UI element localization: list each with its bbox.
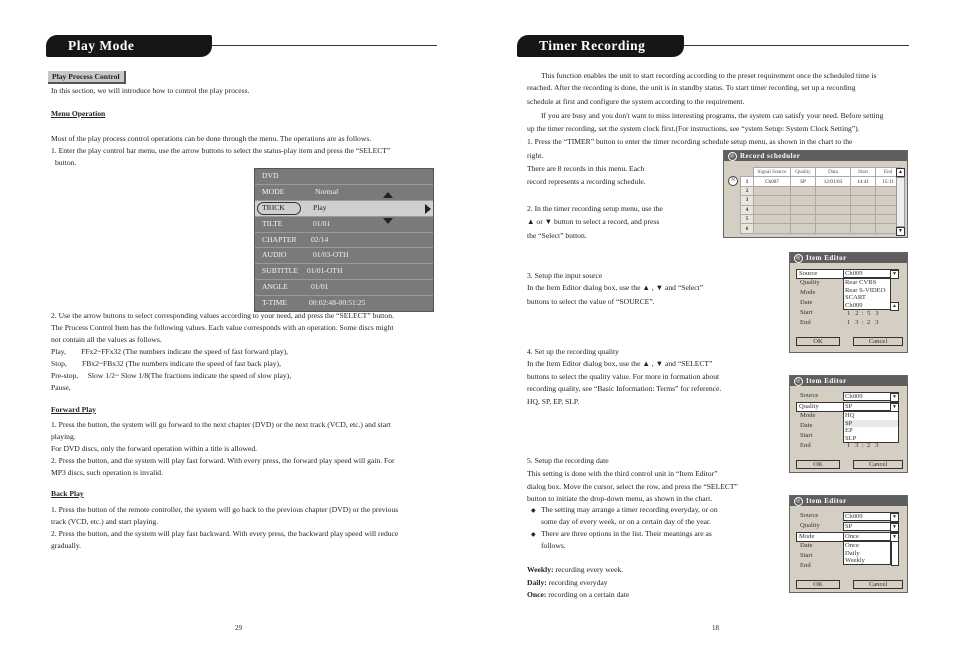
page-number-left: 29: [235, 624, 242, 632]
triangle-right-icon: [425, 204, 431, 214]
text-line: record represents a recording schedule.: [527, 177, 646, 186]
def-once: Once: recording on a certain date: [527, 590, 630, 599]
col-header: Start: [851, 168, 876, 177]
label-source: Source: [800, 512, 819, 519]
def-daily: Daily: recording everyday: [527, 578, 608, 587]
cell: SP: [791, 177, 816, 186]
dropdown-option[interactable]: Weekly: [845, 557, 865, 565]
ok-button[interactable]: OK: [796, 460, 840, 469]
header-rule: [212, 45, 437, 46]
disc-icon: ◎: [728, 152, 737, 161]
chevron-down-icon[interactable]: ▼: [890, 523, 899, 532]
menu-label: CHAPTER: [262, 234, 297, 244]
mode-field[interactable]: Once: [843, 532, 899, 541]
label-end: End: [800, 319, 811, 326]
item-editor-title-bar: [790, 376, 907, 386]
text-line: Play, FFx2~FFx32 (The numbers indicate the speed of fast forward play),: [51, 347, 289, 356]
label-mode: Mode: [800, 289, 816, 296]
intro-text: In this section, we will introduce how to control the play process.: [51, 86, 250, 95]
source-field[interactable]: Ch009: [843, 392, 899, 401]
menu-value: Normal: [315, 186, 339, 196]
menu-operation-title: Menu Operation: [51, 109, 106, 118]
menu-value: 02/14: [311, 234, 329, 244]
record-scheduler-table: [740, 167, 901, 234]
row-number: 3: [741, 196, 754, 205]
chevron-down-icon[interactable]: ▼: [890, 533, 899, 542]
text-line: up the timer recording, set the system clock first.(For instructions, see “ystem Setup: System Clock Setting”).: [527, 124, 860, 133]
record-scheduler-dialog: [723, 150, 908, 238]
table-row[interactable]: [741, 224, 901, 233]
end-time-value: 1 3 : 2 3: [847, 442, 879, 449]
scroll-up-icon[interactable]: ▲: [896, 168, 905, 177]
play-mode-header: Play Mode: [46, 35, 212, 57]
text-line: buttons to select the quality value. For more in formation about: [527, 372, 720, 381]
text-line: right.: [527, 151, 544, 160]
text-line: 2. Press the button, and the system will play fast backward. With every press, the backward play speed will reduce: [51, 529, 399, 538]
text-line: If you are busy and you don't want to miss interesting programs, the system can satisfy your need. Before setting: [541, 111, 884, 120]
chevron-down-icon[interactable]: ▼: [890, 270, 899, 279]
table-row[interactable]: [741, 196, 901, 205]
cell: 12/01/03: [816, 177, 851, 186]
triangle-up-icon: [383, 192, 393, 198]
quality-dropdown-list[interactable]: [843, 411, 899, 443]
cell: 15:11: [876, 177, 901, 186]
text-line: gradually.: [51, 541, 82, 550]
back-play-title: Back Play: [51, 489, 84, 498]
menu-value: 00:02:48-00:51:25: [309, 298, 366, 308]
text-line: There are three options in the list. Their meanings are as: [541, 529, 712, 538]
dropdown-option[interactable]: HQ: [845, 412, 855, 419]
item-editor-title: Item Editor: [806, 254, 847, 262]
menu-label: DVD: [262, 171, 279, 180]
def-weekly: Weekly: recording every week.: [527, 565, 624, 574]
text-line: 1. Press the button of the remote controller, the system will go back to the previous chapter (DVD) or the previous: [51, 505, 399, 514]
cancel-button[interactable]: Cancel: [853, 580, 903, 589]
text-line: The setting may arrange a timer recording everyday, or on: [541, 505, 718, 514]
table-row[interactable]: [741, 205, 901, 214]
dropdown-option[interactable]: Once: [845, 542, 859, 549]
text-line: Pre-stop, Slow 1/2~ Slow 1/8(The fractions indicate the speed of slow play),: [51, 371, 292, 380]
menu-label: T-TIME: [262, 298, 288, 308]
play-control-menu: [254, 168, 434, 312]
menu-label: AUDIO: [262, 250, 287, 260]
text-line: In the Item Editor dialog box, use the ▲ , ▼ and “SELECT”: [527, 359, 713, 368]
label-date: Date: [800, 542, 813, 549]
label-source: Source: [800, 392, 819, 399]
dropdown-option[interactable]: EP: [845, 427, 853, 435]
text-line: schedule at first and configure the system according to the requirement.: [527, 97, 745, 106]
dropdown-option[interactable]: SLP: [845, 434, 857, 442]
text-line: 2. Use the arrow buttons to select corresponding values according to your need, and press the “SELECT” button.: [51, 311, 394, 320]
label-mode: Mode: [800, 412, 816, 419]
scrollbar-track[interactable]: [896, 177, 905, 227]
col-header: End: [876, 168, 901, 177]
table-row[interactable]: [741, 177, 901, 186]
label-end: End: [800, 562, 811, 569]
menu-value: 01/01: [313, 218, 331, 228]
end-time-value: 1 3 : 2 3: [847, 319, 879, 326]
text-line: 1. Press the button, the system will go forward to the next chapter (DVD) or the next track (VCD, etc.) and start: [51, 420, 391, 429]
item-editor-title: Item Editor: [806, 377, 847, 385]
table-row[interactable]: [741, 186, 901, 195]
source-dropdown-list[interactable]: [843, 278, 891, 310]
item-editor-title: Item Editor: [806, 497, 847, 505]
text-line: follows.: [541, 541, 566, 550]
menu-row-angle[interactable]: [255, 280, 433, 296]
text-line: 2. Press the button, and the system will play fast forward. With every press, the forward play speed will gain. For: [51, 456, 395, 465]
dropdown-option[interactable]: Rear CVBS: [845, 279, 877, 286]
label-start: Start: [800, 552, 813, 559]
cell: 14:41: [851, 177, 876, 186]
menu-paragraph-2b: button.: [55, 158, 77, 167]
menu-row-t-time[interactable]: [255, 296, 433, 311]
item-editor-source-dialog: [789, 252, 908, 353]
label-date: Date: [800, 422, 813, 429]
text-line: There are 8 records in this menu. Each: [527, 164, 645, 173]
text-line: not contain all the values as follows.: [51, 335, 162, 344]
bullet-icon: ◆: [531, 532, 536, 538]
cell: Ch007: [754, 177, 791, 186]
scroll-up-icon[interactable]: ▲: [890, 302, 899, 311]
menu-value: 01/01: [311, 282, 329, 292]
label-start: Start: [800, 432, 813, 439]
dropdown-option[interactable]: Ch009: [845, 301, 863, 309]
record-scheduler-title: Record scheduler: [740, 152, 801, 160]
section-box-play-process-control: Play Process Control: [48, 71, 126, 84]
menu-label: TRICK: [262, 202, 285, 212]
menu-row-tilte[interactable]: [255, 217, 433, 233]
text-line: 5. Setup the recording date: [527, 456, 609, 465]
table-row[interactable]: [741, 214, 901, 223]
label-end: End: [800, 442, 811, 449]
chevron-down-icon[interactable]: ▼: [890, 403, 899, 412]
ok-button[interactable]: OK: [796, 337, 840, 346]
dropdown-option[interactable]: SCART: [845, 294, 866, 302]
text-line: Stop, FBx2~FBx32 (The numbers indicate the speed of fast back play),: [51, 359, 281, 368]
source-field[interactable]: Ch009: [843, 269, 899, 278]
label-mode: Mode: [796, 532, 844, 542]
text-line: 2. In the timer recording setup menu, use the: [527, 204, 663, 213]
menu-row-dvd[interactable]: [255, 169, 433, 185]
quality-field[interactable]: SP: [843, 522, 899, 531]
menu-label: SUBTITLE: [262, 266, 298, 276]
record-scheduler-title-bar: [724, 151, 907, 161]
item-editor-title-bar: [790, 496, 907, 506]
text-line: Pause,: [51, 383, 71, 392]
text-line: This setting is done with the third control unit in “Item Editor”: [527, 469, 718, 478]
text-line: The Process Control Item has the following values. Each value corresponds with an operation. Some discs might: [51, 323, 394, 332]
chevron-down-icon[interactable]: ▼: [890, 513, 899, 522]
text-line: dialog box. Move the cursor, select the row, and press the “SELECT”: [527, 482, 738, 491]
dropdown-option[interactable]: Rear S-VIDEO: [845, 286, 886, 294]
text-line: In the Item Editor dialog box, use the ▲ , ▼ and “Select”: [527, 283, 704, 292]
text-line: MP3 discs, such operation is invalid.: [51, 468, 164, 477]
menu-row-chapter[interactable]: [255, 233, 433, 249]
row-number: 6: [741, 224, 754, 233]
mode-dropdown-list[interactable]: [843, 541, 891, 565]
item-editor-title-bar: [790, 253, 907, 263]
col-header: Data: [816, 168, 851, 177]
cancel-button[interactable]: Cancel: [853, 337, 903, 346]
disc-icon: ◎: [794, 377, 803, 386]
disc-icon: ◎: [794, 254, 803, 263]
cancel-button[interactable]: Cancel: [853, 460, 903, 469]
label-source: Source: [796, 269, 844, 279]
scroll-down-icon[interactable]: ▼: [896, 227, 905, 236]
row-number: 1: [741, 177, 754, 186]
navigate-icon: N: [728, 176, 738, 186]
start-time-value: 1 2 : 5 3: [847, 310, 879, 317]
disc-icon: ◎: [794, 497, 803, 506]
label-start: Start: [800, 309, 813, 316]
menu-label: MODE: [262, 186, 285, 196]
text-line: track (VCD, etc.) and start playing.: [51, 517, 159, 526]
text-line: ▲ or ▼ button to select a record, and press: [527, 217, 660, 226]
text-line: the “Select” button.: [527, 231, 587, 240]
text-line: 1. Press the “TIMER” button to enter the timer recording schedule setup menu, as shown in the chart to the: [527, 137, 853, 146]
row-number: 2: [741, 186, 754, 195]
text-line: recording quality, see “Basic Information: Terms” for reference.: [527, 384, 722, 393]
menu-value: Play: [313, 202, 327, 212]
text-line: For DVD discs, only the forward operation within a title is allowed.: [51, 444, 258, 453]
bullet-icon: ◆: [531, 508, 536, 514]
text-line: This function enables the unit to start recording according to the preset requirement once the scheduled time is: [541, 71, 877, 80]
triangle-down-icon: [383, 218, 393, 224]
menu-label: ANGLE: [262, 282, 288, 292]
menu-paragraph-2a: 1. Enter the play control bar menu, use the arrow buttons to select the status-play item and press the “SELECT”: [51, 146, 391, 155]
menu-value: 01/01-OTH: [307, 266, 343, 276]
text-line: 4. Set up the recording quality: [527, 347, 619, 356]
menu-paragraph-1: Most of the play process control operations can be done through the menu. The operations are as follows.: [51, 134, 372, 143]
text-line: 3. Setup the input source: [527, 271, 603, 280]
menu-label: TILTE: [262, 218, 283, 228]
row-number: 4: [741, 205, 754, 214]
menu-row-mode[interactable]: [255, 185, 433, 201]
menu-row-trick[interactable]: [255, 201, 433, 217]
item-editor-mode-dialog: [789, 495, 908, 593]
text-line: playing.: [51, 432, 76, 441]
text-line: HQ, SP, EP, SLP.: [527, 397, 580, 406]
col-header: Signal Source: [754, 168, 791, 177]
dropdown-scrollbar[interactable]: [891, 541, 899, 566]
page-number-right: 18: [712, 624, 719, 632]
col-header: Quality: [791, 168, 816, 177]
ok-button[interactable]: OK: [796, 580, 840, 589]
quality-field[interactable]: SP: [843, 402, 899, 411]
label-quality: Quality: [800, 279, 820, 286]
item-editor-quality-dialog: [789, 375, 908, 473]
dropdown-option[interactable]: SP: [845, 420, 898, 428]
header-rule-right: [684, 45, 909, 46]
source-field[interactable]: Ch009: [843, 512, 899, 521]
forward-play-title: Forward Play: [51, 405, 96, 414]
label-date: Date: [800, 299, 813, 306]
menu-row-audio[interactable]: [255, 248, 433, 264]
text-line: some day of every week, or on a certain day of the year.: [541, 517, 711, 526]
menu-value: 01/03-OTH: [313, 250, 349, 260]
row-number: 5: [741, 214, 754, 223]
chevron-down-icon[interactable]: ▼: [890, 393, 899, 402]
menu-row-subtitle[interactable]: [255, 264, 433, 280]
label-quality: Quality: [800, 522, 820, 529]
text-line: button to initiate the drop-down menu, as shown in the chart.: [527, 494, 713, 503]
text-line: buttons to select the value of “SOURCE”.: [527, 297, 655, 306]
label-quality: Quality: [796, 402, 844, 412]
timer-recording-header: Timer Recording: [517, 35, 684, 57]
text-line: reached. After the recording is done, the unit is in standby status. To start timer recording, set up a recording: [527, 83, 856, 92]
dropdown-option[interactable]: Daily: [845, 549, 860, 557]
